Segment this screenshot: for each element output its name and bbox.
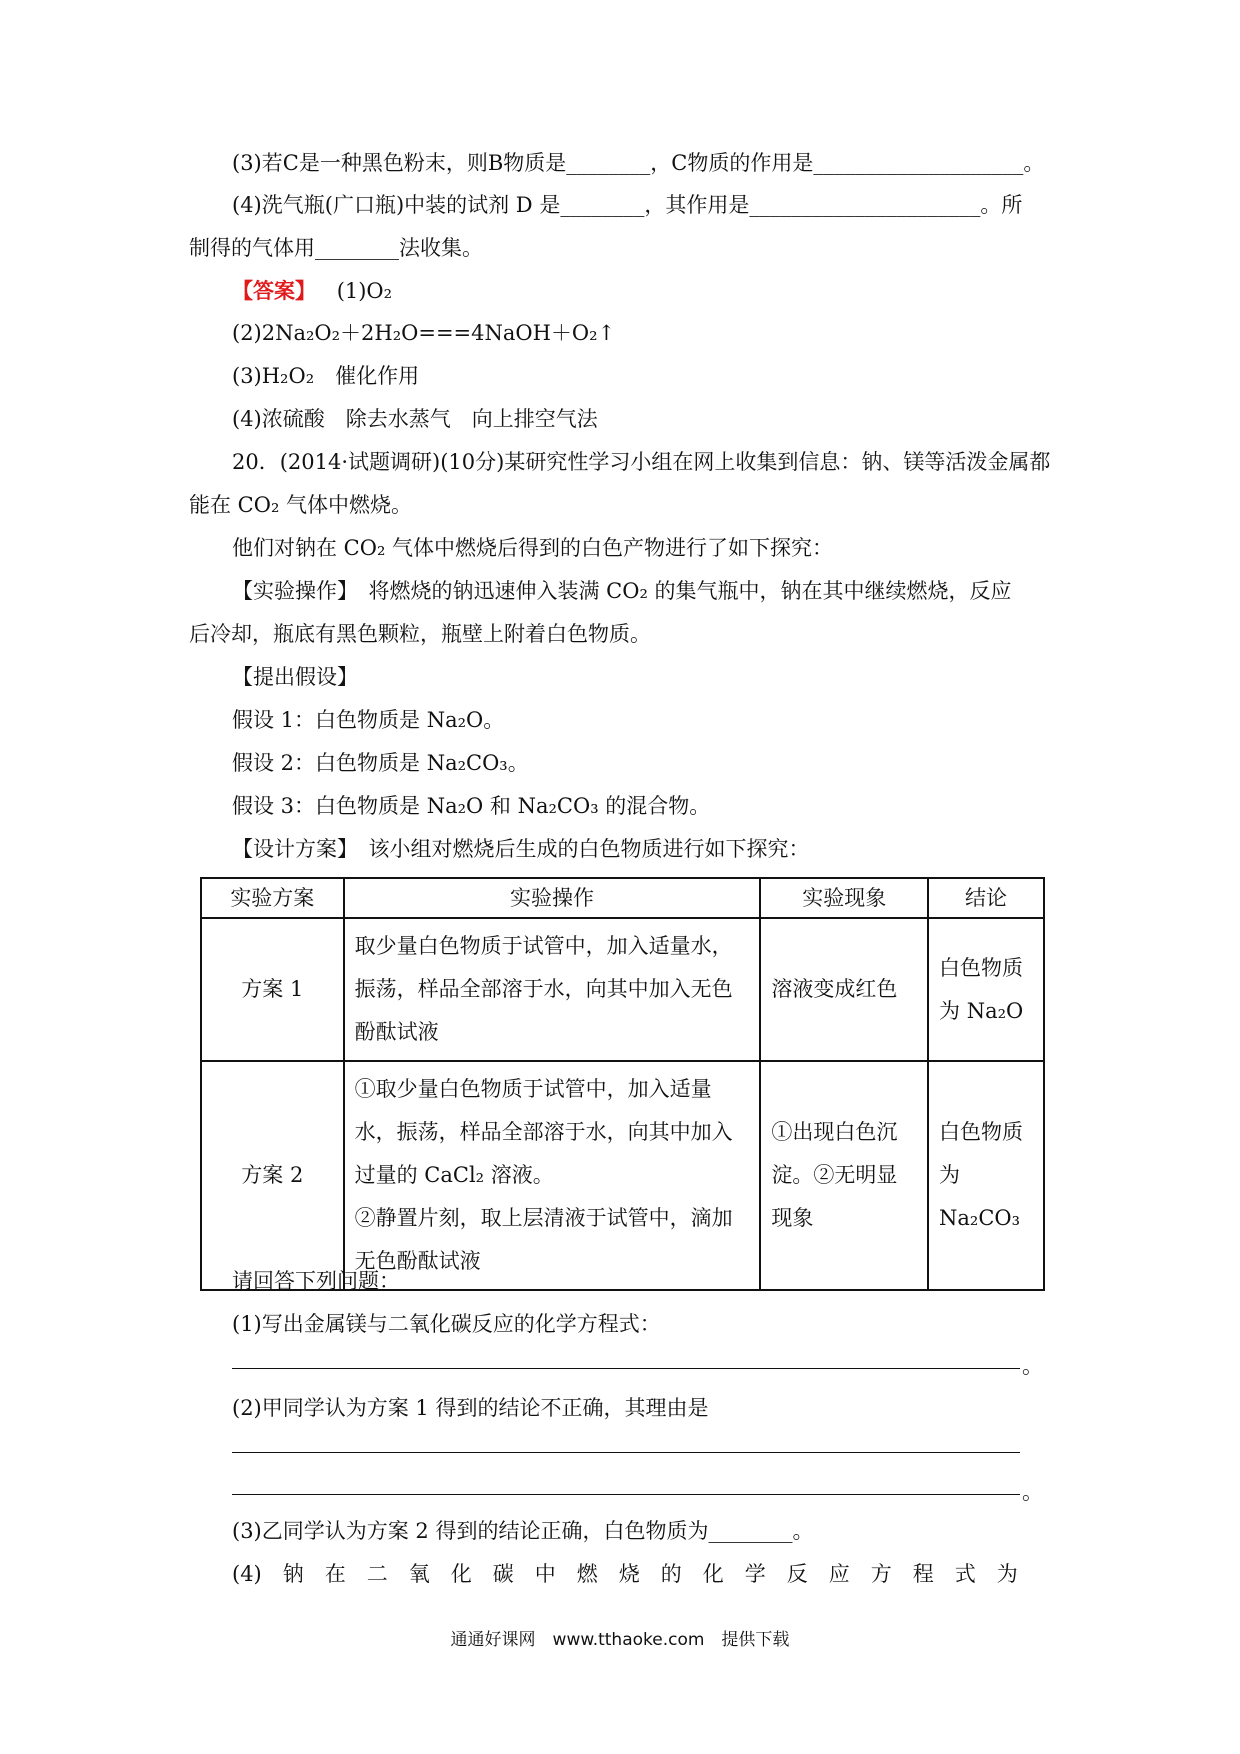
design-line: 【设计方案】 该小组对燃烧后生成的白色物质进行如下探究： xyxy=(232,837,810,861)
answer-line-1 xyxy=(232,276,392,306)
plan-cell: 方案 1 xyxy=(201,918,344,1061)
hypothesis-2: 假设 2：白色物质是 Na₂CO₃。 xyxy=(232,751,529,775)
operation-line2: 后冷却，瓶底有黑色颗粒，瓶壁上附着白色物质。 xyxy=(189,622,651,646)
blank-2-period: 。 xyxy=(1022,1480,1043,1504)
plan-cell: 方案 2 xyxy=(201,1061,344,1290)
blank-1-period: 。 xyxy=(1022,1354,1043,1378)
answer-4: (4)浓硫酸 除去水蒸气 向上排空气法 xyxy=(232,407,598,431)
sub-question-2: (2)甲同学认为方案 1 得到的结论不正确，其理由是 xyxy=(232,1396,709,1420)
intro-line: 他们对钠在 CO₂ 气体中燃烧后得到的白色产物进行了如下探究： xyxy=(232,536,834,560)
table-row xyxy=(201,918,1044,1061)
answer-3: (3)H₂O₂ 催化作用 xyxy=(232,364,420,388)
conclusion-cell: 白色物质为 Na₂CO₃ xyxy=(928,1061,1044,1290)
question-3: (3)若C是一种黑色粉末，则B物质是________，C物质的作用是____________________。 xyxy=(232,151,1045,175)
sub-question-1: (1)写出金属镁与二氧化碳反应的化学方程式： xyxy=(232,1312,661,1336)
table-header-row xyxy=(201,878,1044,918)
experiment-table xyxy=(200,877,1045,1291)
table-row xyxy=(201,1061,1044,1290)
problem-20-line1: 20．(2014·试题调研)(10分)某研究性学习小组在网上收集到信息：钠、镁等活泼金属都 xyxy=(232,450,1051,474)
page-footer: 通通好课网 www.tthaoke.com 提供下载 xyxy=(450,1630,790,1650)
hypothesis-1: 假设 1：白色物质是 Na₂O。 xyxy=(232,708,505,732)
phenomenon-cell: ①出现白色沉淀。②无明显现象 xyxy=(760,1061,928,1290)
answer-blank-1[interactable] xyxy=(232,1368,1020,1369)
sub-question-3: (3)乙同学认为方案 2 得到的结论正确，白色物质为________。 xyxy=(232,1519,814,1543)
header-phenomenon: 实验现象 xyxy=(760,878,928,918)
question-4-line2: 制得的气体用________法收集。 xyxy=(189,236,483,260)
phenomenon-cell: 溶液变成红色 xyxy=(760,918,928,1061)
header-plan: 实验方案 xyxy=(201,878,344,918)
sub-question-4: (4) 钠 在 二 氧 化 碳 中 燃 烧 的 化 学 反 应 方 程 式 为 xyxy=(232,1562,1018,1586)
question-4-line1: (4)洗气瓶(广口瓶)中装的试剂 D 是________，其作用是______________________。所 xyxy=(232,193,1023,217)
hypothesis-3: 假设 3：白色物质是 Na₂O 和 Na₂CO₃ 的混合物。 xyxy=(232,794,711,818)
operation-cell: 取少量白色物质于试管中，加入适量水，振荡，样品全部溶于水，向其中加入无色酚酞试液 xyxy=(344,918,761,1061)
operation-step-1: ①取少量白色物质于试管中，加入适量水，振荡，样品全部溶于水，向其中加入过量的 CaCl₂ 溶液。 xyxy=(354,1077,733,1187)
conclusion-cell: 白色物质为 Na₂O xyxy=(928,918,1044,1061)
operation-line1: 【实验操作】 将燃烧的钠迅速伸入装满 CO₂ 的集气瓶中，钠在其中继续燃烧，反应 xyxy=(232,579,1012,603)
answer-blank-2b[interactable] xyxy=(232,1494,1020,1495)
answer-1: (1)O₂ xyxy=(336,279,393,303)
operation-cell xyxy=(344,1061,761,1290)
answer-blank-2a[interactable] xyxy=(232,1452,1020,1453)
header-conclusion: 结论 xyxy=(928,878,1044,918)
operation-step-2: ②静置片刻，取上层清液于试管中，滴加无色酚酞试液 xyxy=(354,1206,733,1273)
hypothesis-tag: 【提出假设】 xyxy=(232,665,358,689)
header-operation: 实验操作 xyxy=(344,878,761,918)
ask-line: 请回答下列问题： xyxy=(232,1269,400,1293)
answer-2: (2)2Na₂O₂＋2H₂O===4NaOH＋O₂↑ xyxy=(232,321,616,345)
answer-tag: 【答案】 xyxy=(232,278,316,303)
problem-20-line2: 能在 CO₂ 气体中燃烧。 xyxy=(189,493,413,517)
